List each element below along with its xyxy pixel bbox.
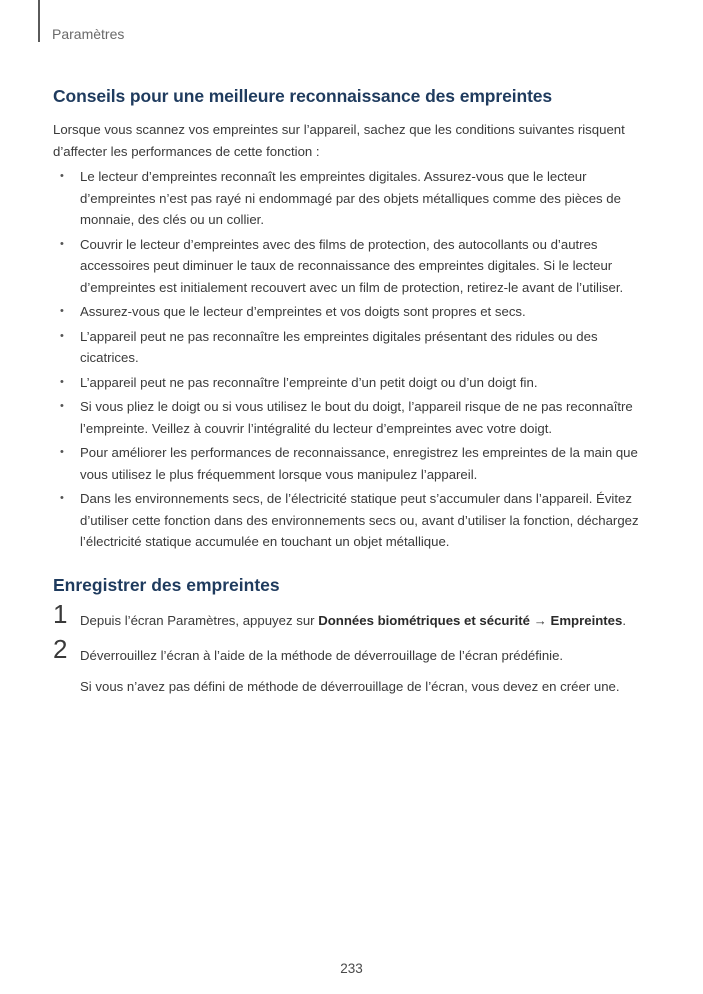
menu-path-biometrics: Données biométriques et sécurité xyxy=(318,612,531,628)
arrow-icon: → xyxy=(530,612,551,628)
register-section-title: Enregistrer des empreintes xyxy=(53,574,280,595)
list-item xyxy=(53,326,653,369)
step-1 xyxy=(53,598,653,632)
list-item xyxy=(53,442,653,485)
step-number: 1 xyxy=(53,598,68,629)
tip-text: Dans les environnements secs, de l’électricité statique peut s’accumuler dans l’appareil. Évitez d’utiliser cette fonction dans des environnements secs ou, avant d’utiliser la fonction, déchargez l’électricité statique accumulée en touchant un objet métallique. xyxy=(80,491,639,549)
tips-section-title: Conseils pour une meilleure reconnaissance des empreintes xyxy=(53,86,553,106)
step-2 xyxy=(53,634,653,697)
header-title: Paramètres xyxy=(52,26,125,42)
bullet-icon: • xyxy=(60,329,64,342)
tip-text: L’appareil peut ne pas reconnaître l’empreinte d’un petit doigt ou d’un doigt fin. xyxy=(80,374,538,390)
bullet-icon: • xyxy=(60,375,64,388)
page-number: 233 xyxy=(340,961,363,976)
page-content xyxy=(53,86,653,697)
bullet-icon: • xyxy=(60,446,64,458)
tip-text: Le lecteur d’empreintes reconnaît les empreintes digitales. Assurez-vous que le lecteur d’empreintes n’est pas rayé ni endommagé par des objets métalliques comme des pièces de monnaie, des clés ou un collier. xyxy=(80,169,621,227)
bullet-icon: • xyxy=(60,305,64,317)
step-text: Déverrouillez l’écran à l’aide de la méthode de déverrouillage de l’écran prédéfinie. xyxy=(80,648,564,663)
list-item xyxy=(53,301,653,323)
list-item xyxy=(53,372,653,394)
step-text xyxy=(80,610,653,632)
step-text-prefix: Depuis l’écran Paramètres, appuyez sur xyxy=(80,612,319,628)
step-text-suffix: . xyxy=(622,612,627,628)
bullet-icon: • xyxy=(60,400,64,412)
tip-text: L’appareil peut ne pas reconnaître les empreintes digitales présentant des ridules ou des cicatrices. xyxy=(80,328,598,365)
tip-text: Si vous pliez le doigt ou si vous utilisez le bout du doigt, l’appareil risque de ne pas reconnaître l’empreinte. Veillez à couvrir l’intégralité du lecteur d’empreintes avec votre doigt. xyxy=(80,399,633,436)
tips-list xyxy=(53,166,653,553)
step-note: Si vous n’avez pas défini de méthode de déverrouillage de l’écran, vous devez en créer une. xyxy=(80,678,620,694)
list-item xyxy=(53,166,653,231)
list-item xyxy=(53,488,653,553)
bullet-icon: • xyxy=(60,492,64,504)
step-number: 2 xyxy=(53,634,68,664)
tip-text: Pour améliorer les performances de reconnaissance, enregistrez les empreintes de la main que vous utilisez le plus fréquemment lorsque vous manipulez l’appareil. xyxy=(80,445,638,482)
header-rule xyxy=(38,0,40,42)
tip-text: Couvrir le lecteur d’empreintes avec des films de protection, des autocollants ou d’autres accessoires peut diminuer le taux de reconnaissance des empreintes digitales. Si le lecteur d’empreintes est initialement recouvert avec un film de protection, retirez-le avant de l’utiliser. xyxy=(80,236,624,295)
tip-text: Assurez-vous que le lecteur d’empreintes et vos doigts sont propres et secs. xyxy=(80,304,526,319)
menu-path-fingerprints: Empreintes xyxy=(550,612,623,628)
bullet-icon: • xyxy=(60,170,64,182)
tips-intro: Lorsque vous scannez vos empreintes sur l’appareil, sachez que les conditions suivantes risquent d’affecter les performances de cette fonction : xyxy=(53,122,625,159)
bullet-icon: • xyxy=(60,237,64,250)
list-item xyxy=(53,234,653,299)
list-item xyxy=(53,396,653,439)
